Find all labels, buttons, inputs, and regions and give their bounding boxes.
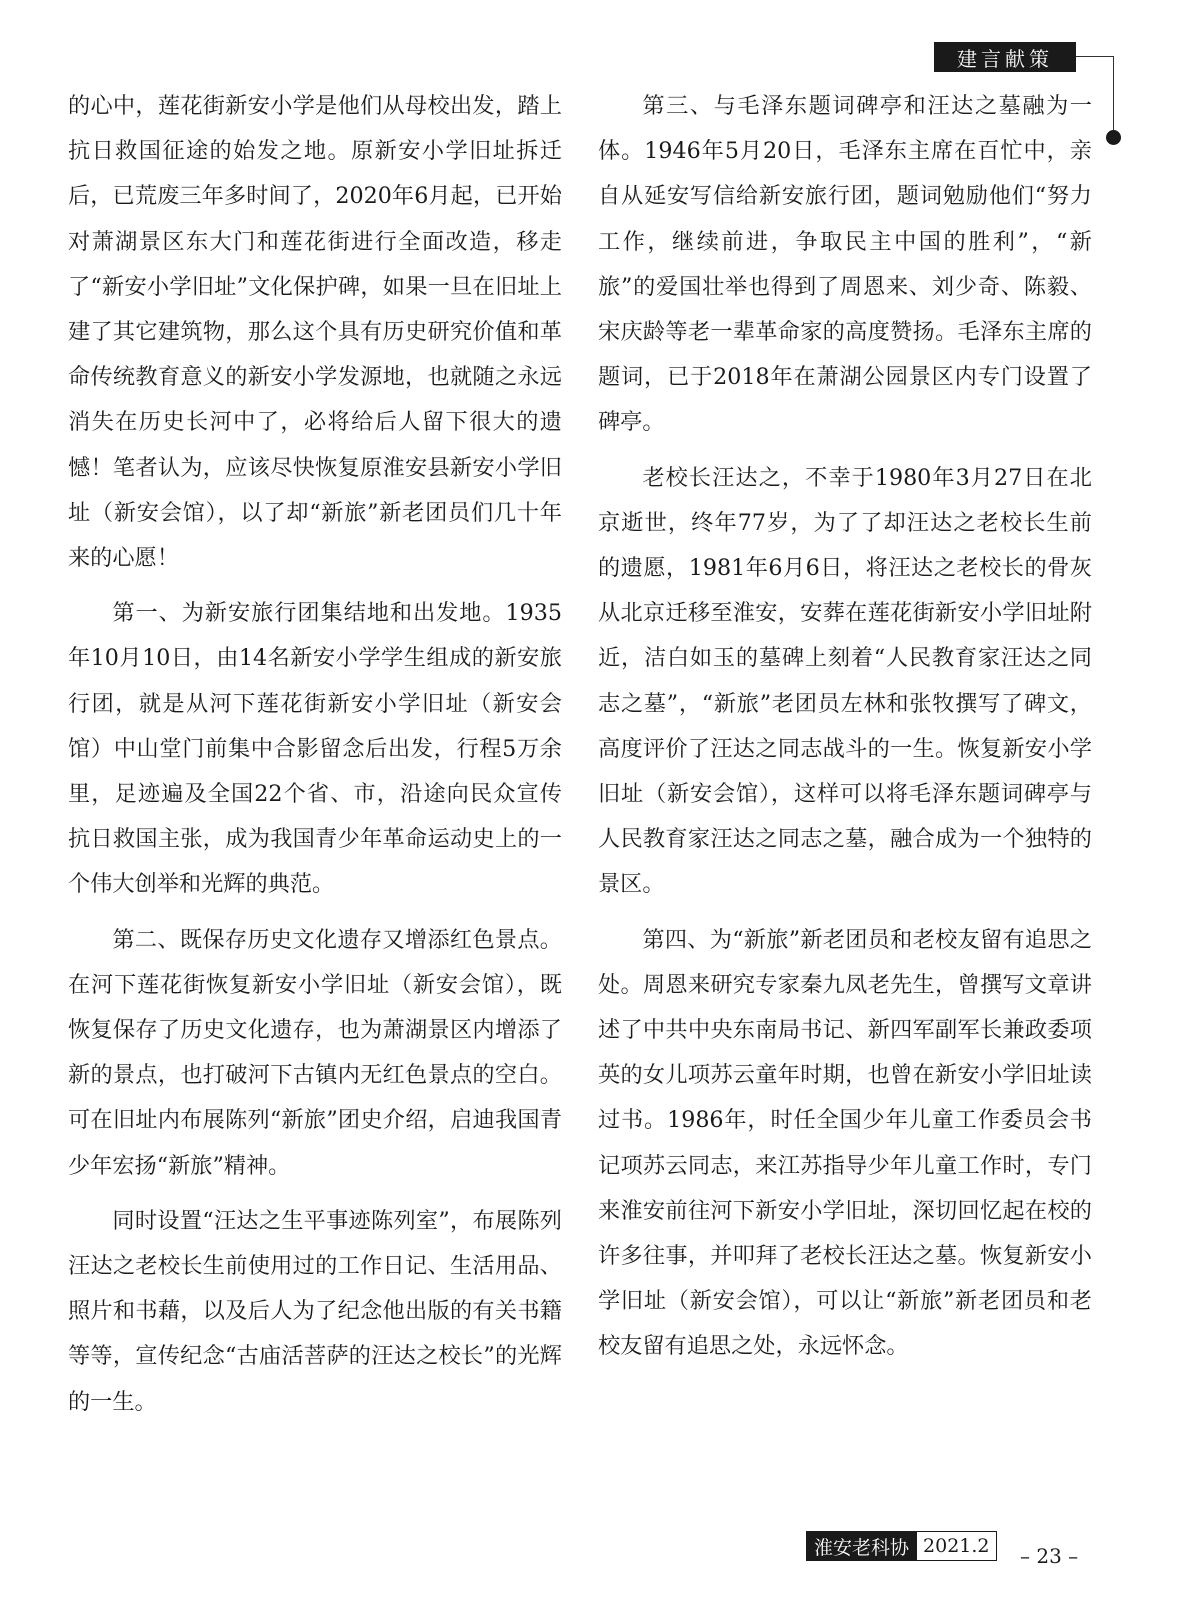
tag-connector-horizontal <box>1076 56 1114 57</box>
paragraph: 第三、与毛泽东题词碑亭和汪达之墓融为一体。1946年5月20日，毛泽东主席在百忙中，亲自从延安写信给新安旅行团，题词勉励他们“努力工作，继续前进，争取民主中国的胜利”，“新旅”的爱国壮举也得到了周恩来、刘少奇、陈毅、宋庆龄等老一辈革命家的高度赞扬。毛泽东主席的题词，已于2018年在萧湖公园景区内专门设置了碑亭。 <box>598 93 1092 436</box>
section-tag: 建言献策 <box>934 42 1076 72</box>
journal-name: 淮安老科协 <box>806 1531 917 1561</box>
left-column <box>68 84 562 1435</box>
page-number: – 23 – <box>1020 1544 1079 1568</box>
paragraph: 第二、既保存历史文化遗存又增添红色景点。在河下莲花街恢复新安小学旧址（新安会馆），既恢复保存了历史文化遗存，也为萧湖景区内增添了新的景点，也打破河下古镇内无红色景点的空白。可在旧址内布展陈列“新旅”团史介绍，启迪我国青少年宏扬“新旅”精神。 <box>68 926 562 1179</box>
tag-connector-vertical <box>1113 56 1114 136</box>
paragraph: 的心中，莲花街新安小学是他们从母校出发，踏上抗日救国征途的始发之地。原新安小学旧址拆迁后，已荒废三年多时间了，2020年6月起，已开始对萧湖景区东大门和莲花街进行全面改造，移走了“新安小学旧址”文化保护碑，如果一旦在旧址上建了其它建筑物，那么这个具有历史研究价值和革命传统教育意义的新安小学发源地，也就随之永远消失在历史长河中了，必将给后人留下很大的遗憾！笔者认为，应该尽快恢复原淮安县新安小学旧址（新安会馆），以了却“新旅”新老团员们几十年来的心愿！ <box>68 93 562 572</box>
issue-number: 2021.2 <box>917 1531 996 1561</box>
paragraph: 第四、为“新旅”新老团员和老校友留有追思之处。周恩来研究专家秦九凤老先生，曾撰写文章讲述了中共中央东南局书记、新四军副军长兼政委项英的女儿项苏云童年时期，也曾在新安小学旧址读过书。1986年，时任全国少年儿童工作委员会书记项苏云同志，来江苏指导少年儿童工作时，专门来淮安前往河下新安小学旧址，深切回忆起在校的许多往事，并叩拜了老校长汪达之墓。恢复新安小学旧址（新安会馆），可以让“新旅”新老团员和老校友留有追思之处，永远怀念。 <box>598 926 1092 1360</box>
paragraph: 同时设置“汪达之生平事迹陈列室”，布展陈列汪达之老校长生前使用过的工作日记、生活用品、照片和书藉，以及后人为了纪念他出版的有关书籍等等，宣传纪念“古庙活菩萨的汪达之校长”的光辉的一生。 <box>68 1207 562 1415</box>
paragraph: 老校长汪达之，不幸于1980年3月27日在北京逝世，终年77岁，为了了却汪达之老校长生前的遗愿，1981年6月6日，将汪达之老校长的骨灰从北京迁移至淮安，安葬在莲花街新安小学旧址附近，洁白如玉的墓碑上刻着“人民教育家汪达之同志之墓”，“新旅”老团员左林和张牧撰写了碑文，高度评价了汪达之同志战斗的一生。恢复新安小学旧址（新安会馆），这样可以将毛泽东题词碑亭与人民教育家汪达之同志之墓，融合成为一个独特的景区。 <box>598 464 1092 898</box>
right-column <box>598 84 1092 1380</box>
paragraph: 第一、为新安旅行团集结地和出发地。1935年10月10日，由14名新安小学学生组成的新安旅行团，就是从河下莲花街新安小学旧址（新安会馆）中山堂门前集中合影留念后出发，行程5万余里，足迹遍及全国22个省、市，沿途向民众宣传抗日救国主张，成为我国青少年革命运动史上的一个伟大创举和光辉的典范。 <box>68 600 562 898</box>
footer-journal-badge <box>806 1531 997 1561</box>
tag-dot <box>1106 130 1121 145</box>
